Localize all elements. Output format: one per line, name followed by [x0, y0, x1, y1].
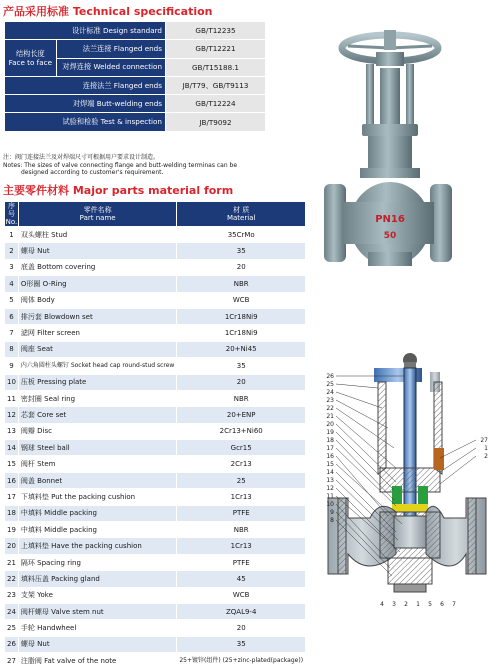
callout-number: 13 — [326, 477, 334, 484]
spec-value: GB/T12235 — [166, 22, 266, 40]
table-row — [5, 227, 306, 243]
spec-label: 试验和检验 Test & inspection — [5, 113, 166, 131]
callout-number: 23 — [326, 397, 334, 404]
table-row — [5, 423, 306, 439]
callout-number: 15 — [326, 461, 334, 468]
callout-number: 2 — [484, 453, 488, 460]
part-no: 15 — [5, 456, 19, 472]
spec-row — [5, 22, 266, 40]
part-name: 阀杆 Stem — [18, 456, 176, 472]
part-name: O形圈 O-Ring — [18, 276, 176, 292]
valve-marking-dn: 50 — [383, 231, 397, 241]
part-no: 22 — [5, 571, 19, 587]
spec-label: 对焊连接 Welded connection — [56, 58, 165, 76]
part-name: 内六角圆柱头螺钉 Socket head cap round-stud screw — [18, 358, 176, 374]
callout-number: 17 — [326, 445, 334, 452]
part-material: 35CrMo — [177, 227, 306, 243]
face-to-face-label — [5, 40, 57, 77]
table-row — [5, 472, 306, 488]
part-no: 19 — [5, 522, 19, 538]
spec-label: 对焊端 Butt-welding ends — [5, 95, 166, 113]
notes-cn: 注：阀门连接法兰及对焊端尺寸可根据用户要求设计制造。 — [3, 154, 160, 161]
callout-number: 19 — [326, 429, 334, 436]
part-name: 密封圈 Seal ring — [18, 390, 176, 406]
table-row — [5, 505, 306, 521]
part-name: 滤网 Filter screen — [18, 325, 176, 341]
callout-number: 1 — [484, 445, 488, 452]
spec-row — [5, 40, 266, 58]
part-no: 23 — [5, 587, 19, 603]
part-no: 26 — [5, 636, 19, 652]
part-name: 支架 Yoke — [18, 587, 176, 603]
part-name: 上填料垫 Have the packing cushion — [18, 538, 176, 554]
part-no: 3 — [5, 259, 19, 275]
part-no: 7 — [5, 325, 19, 341]
col-material-header: 材 质 Material — [177, 202, 306, 227]
part-material: NBR — [177, 522, 306, 538]
spec-row — [5, 113, 266, 131]
part-name: 填料压盖 Packing gland — [18, 571, 176, 587]
part-material: ZQAL9-4 — [177, 603, 306, 619]
table-row — [5, 407, 306, 423]
part-no: 16 — [5, 472, 19, 488]
table-row — [5, 456, 306, 472]
callout-number: 5 — [428, 601, 432, 608]
table-row — [5, 489, 306, 505]
part-material: 1Cr13 — [177, 489, 306, 505]
material-table — [4, 201, 306, 670]
valve-section-drawing — [318, 348, 496, 614]
part-no: 21 — [5, 554, 19, 570]
part-name: 压板 Pressing plate — [18, 374, 176, 390]
callout-number: 6 — [440, 601, 444, 608]
face-to-face-cn: 结构长度 — [15, 49, 45, 59]
part-no: 12 — [5, 407, 19, 423]
part-name: 阀座 Seat — [18, 341, 176, 357]
part-material: PTFE — [177, 505, 306, 521]
table-row — [5, 259, 306, 275]
callout-number: 9 — [330, 509, 334, 516]
callout-number: 4 — [380, 601, 384, 608]
part-material: PTFE — [177, 554, 306, 570]
spec-value: GB/T12221 — [166, 40, 266, 58]
part-material: WCB — [177, 292, 306, 308]
part-name: 阀杆螺母 Valve stem nut — [18, 603, 176, 619]
callout-number: 11 — [326, 493, 334, 500]
part-material: 20+ENP — [177, 407, 306, 423]
part-no: 11 — [5, 390, 19, 406]
table-row — [5, 374, 306, 390]
part-no: 2 — [5, 243, 19, 259]
technical-spec-table — [4, 21, 266, 132]
table-row — [5, 390, 306, 406]
spec-value: GB/T15188.1 — [166, 58, 266, 76]
part-no: 1 — [5, 227, 19, 243]
callout-number: 18 — [326, 437, 334, 444]
callout-number: 1 — [416, 601, 420, 608]
part-name: 钢球 Steel ball — [18, 440, 176, 456]
part-material: WCB — [177, 587, 306, 603]
part-no: 8 — [5, 341, 19, 357]
part-material: 2Cr13+Ni60 — [177, 423, 306, 439]
part-material: NBR — [177, 390, 306, 406]
part-material: 20 — [177, 620, 306, 636]
callout-number: 20 — [326, 421, 334, 428]
callout-number: 3 — [392, 601, 396, 608]
callout-number: 25 — [326, 381, 334, 388]
part-no: 14 — [5, 440, 19, 456]
material-heading: 主要零件材料 Major parts material form — [3, 184, 234, 197]
part-material: 35 — [177, 636, 306, 652]
table-row — [5, 292, 306, 308]
table-row — [5, 571, 306, 587]
table-row — [5, 620, 306, 636]
notes-en-2: designed according to customer's requirement. — [21, 169, 164, 177]
part-no: 27 — [5, 653, 19, 669]
callouts-left — [326, 373, 334, 524]
part-no: 10 — [5, 374, 19, 390]
part-no: 4 — [5, 276, 19, 292]
spec-label: 设计标准 Design standard — [5, 22, 166, 40]
part-name: 中填料 Middle packing — [18, 505, 176, 521]
col-name-header: 零件名称 Part name — [18, 202, 176, 227]
table-row — [5, 276, 306, 292]
part-no: 18 — [5, 505, 19, 521]
part-name: 中填料 Middle packing — [18, 522, 176, 538]
part-name: 底盖 Bottom covering — [18, 259, 176, 275]
part-no: 13 — [5, 423, 19, 439]
part-no: 9 — [5, 358, 19, 374]
callout-number: 12 — [326, 485, 334, 492]
spec-value: GB/T12224 — [166, 95, 266, 113]
part-material: 20 — [177, 259, 306, 275]
part-no: 5 — [5, 292, 19, 308]
part-name: 手轮 Handwheel — [18, 620, 176, 636]
part-material: 35 — [177, 243, 306, 259]
part-no: 17 — [5, 489, 19, 505]
part-material: 2Cr13 — [177, 456, 306, 472]
part-name: 阀瓣 Disc — [18, 423, 176, 439]
table-row — [5, 308, 306, 324]
spec-value: JB/T9092 — [166, 113, 266, 131]
part-material: 45 — [177, 571, 306, 587]
table-row — [5, 538, 306, 554]
part-name: 下填料垫 Put the packing cushion — [18, 489, 176, 505]
spec-notes — [3, 154, 268, 177]
material-table-header — [5, 202, 306, 227]
callout-number: 26 — [326, 373, 334, 380]
spec-row — [5, 76, 266, 94]
callout-number: 24 — [326, 389, 334, 396]
part-name: 芯套 Core set — [18, 407, 176, 423]
part-no: 25 — [5, 620, 19, 636]
part-no: 6 — [5, 308, 19, 324]
part-material: 20 — [177, 374, 306, 390]
part-name: 双头螺柱 Stud — [18, 227, 176, 243]
material-table-body — [5, 227, 306, 670]
part-no: 20 — [5, 538, 19, 554]
table-row — [5, 243, 306, 259]
notes-en-1: Notes: The sizes of valve connecting flange and butt-welding terminas can be — [3, 161, 238, 169]
part-material: NBR — [177, 276, 306, 292]
table-row — [5, 653, 306, 669]
table-row — [5, 554, 306, 570]
valve-marking-pn: PN16 — [375, 214, 405, 225]
callout-number: 8 — [330, 517, 334, 524]
table-row — [5, 440, 306, 456]
table-row — [5, 325, 306, 341]
part-no: 24 — [5, 603, 19, 619]
spec-heading: 产品采用标准 Technical specification — [3, 5, 213, 18]
part-name: 阀盖 Bonnet — [18, 472, 176, 488]
table-row — [5, 522, 306, 538]
part-material: 1Cr13 — [177, 538, 306, 554]
callout-number: 2 — [404, 601, 408, 608]
col-no-header: 序号 No. — [5, 202, 18, 226]
callout-number: 27 — [480, 437, 488, 444]
spec-label: 连接法兰 Flanged ends — [5, 76, 166, 94]
part-material: 35 — [177, 358, 306, 374]
part-material: Gcr15 — [177, 440, 306, 456]
part-material: 1Cr18Ni9 — [177, 325, 306, 341]
spec-row — [5, 95, 266, 113]
part-name: 螺母 Nut — [18, 636, 176, 652]
callouts-right — [480, 437, 488, 460]
valve-photo — [318, 12, 458, 274]
part-material: 1Cr18Ni9 — [177, 308, 306, 324]
part-name: 排污套 Blowdown set — [18, 308, 176, 324]
part-name: 阀体 Body — [18, 292, 176, 308]
part-material: 25+镀锌(组件) (25+zinc-plated(package)) — [177, 653, 306, 669]
callout-number: 16 — [326, 453, 334, 460]
table-row — [5, 636, 306, 652]
face-to-face-en: Face to face — [8, 58, 52, 68]
callout-number: 14 — [326, 469, 334, 476]
part-material: 25 — [177, 472, 306, 488]
spec-label: 法兰连接 Flanged ends — [56, 40, 165, 58]
table-row — [5, 358, 306, 374]
table-row — [5, 587, 306, 603]
callout-number: 22 — [326, 405, 334, 412]
table-row — [5, 341, 306, 357]
callout-number: 7 — [452, 601, 456, 608]
part-material: 20+Ni45 — [177, 341, 306, 357]
part-name: 螺母 Nut — [18, 243, 176, 259]
callout-number: 10 — [326, 501, 334, 508]
callout-number: 21 — [326, 413, 334, 420]
callouts-bottom — [380, 601, 456, 608]
part-name: 隔环 Spacing ring — [18, 554, 176, 570]
table-row — [5, 603, 306, 619]
spec-value: JB/T79、GB/T9113 — [166, 76, 266, 94]
part-name: 注脂阀 Fat valve of the note — [18, 653, 176, 669]
